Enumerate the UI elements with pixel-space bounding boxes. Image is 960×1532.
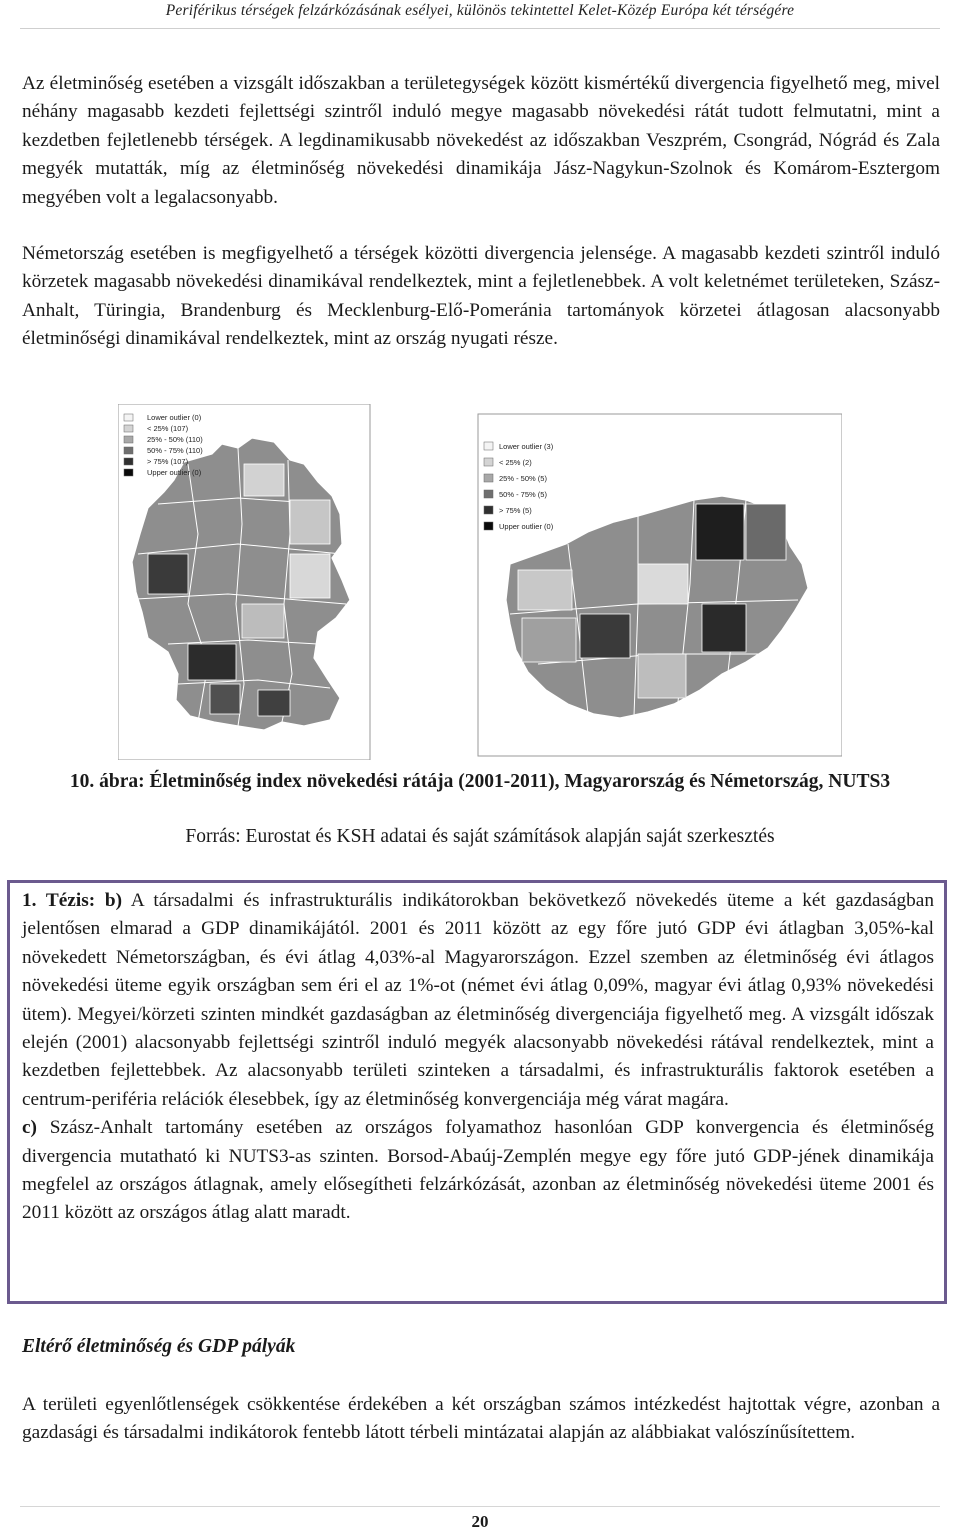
legend-swatch [484,474,493,482]
running-header: Periférikus térségek felzárkózásának esélyei, különös tekintettel Kelet-Közép Európa két térségére [165,2,795,19]
thesis-c-text: Szász-Anhalt tartomány esetében az országos folyamathoz hasonlóan GDP konvergencia és életminőség divergencia mutatható ki NUTS3-as szinten. Borsod-Abaúj-Zemplén megye egy főre jutó GDP-jének dinamikája megfelel az országos átlagnak, amely elősegítheti felzárkózását, azonban az életminőség növekedési üteme 2001 és 2011 között az országos átlag alatt maradt. [22,1117,934,1224]
footer-rule [20,1506,940,1507]
legend-label: 25% - 50% (110) [147,435,203,444]
legend-swatch [124,458,133,465]
legend-label: > 75% (5) [499,506,532,515]
figure-maps [118,404,842,760]
legend-label: > 75% (107) [147,457,189,466]
legend-swatch [484,506,493,514]
legend-label: 50% - 75% (110) [147,446,203,455]
thesis-b-text: A társadalmi és infrastrukturális indikátorokban bekövetkező növekedés üteme a két gazdaságban jelentősen elmarad a GDP dinamikájától. 2001 és 2011 között az egy főre jutó GDP évi átlagban 3,05%-kal növekedett Németországban, és évi átlag 4,03%-al Magyarországon. Ezzel szemben az életminőség évi átlagos növekedési üteme egyik országban sem éri el az 1%-ot (német évi átlag 0,09%, magyar évi átlag 0,93% növekedési ütem). Megyei/körzeti szinten mindkét gazdaságban az életminőség divergenciája figyelhető meg. A vizsgált időszak elején (2001) alacsonyabb fejlettségi szintről induló megyék alacsonyabb növekedési rátával rendelkeztek, mint a kezdetben fejlettebbek. Az alacsonyabb területi szinteken a társadalmi, és infrastrukturális faktorok esetében a centrum-periféria relációk élesebbek, így az életminőség konvergenciája még várat magára. [22,890,935,1110]
legend-label: Upper outlier (0) [147,468,202,477]
legend-label: Upper outlier (0) [499,522,554,531]
legend-label: 25% - 50% (5) [499,474,547,483]
thesis-box [7,880,947,1304]
legend-swatch [484,458,493,466]
page-number: 20 [471,1512,489,1531]
figure-caption-title: 10. ábra: Életminőség index növekedési rátája (2001-2011), Magyarország és Németország, NUTS3 [69,771,891,792]
hungary-map [478,414,842,756]
legend-swatch [124,425,133,432]
legend-swatch [124,447,133,454]
legend-swatch [484,522,493,530]
legend-swatch [124,436,133,443]
paragraph-2: Németország esetében is megfigyelhető a térségek közötti divergencia jelensége. A magasabb kezdeti szintről induló körzetek magasabb növekedési dinamikával rendelkeztek, mint a fejletlenebbek. A volt keletnémet területeken, Szász-Anhalt, Türingia, Brandenburg és Mecklenburg-Elő-Pomeránia tartományok körzetei átlagosan alacsonyabb életminőségi dinamikával rendelkeztek, mint az ország nyugati része. [22,243,940,350]
legend-label: Lower outlier (0) [147,413,202,422]
legend-swatch [484,442,493,450]
legend-label: 50% - 75% (5) [499,490,547,499]
legend-label: Lower outlier (3) [499,442,554,451]
legend-label: < 25% (107) [147,424,189,433]
header-rule [20,28,940,29]
legend-swatch [484,490,493,498]
thesis-c [22,1114,934,1228]
legend-label: < 25% (2) [499,458,532,467]
thesis-c-lead: c) [22,1117,37,1139]
figure-caption-source: Forrás: Eurostat és KSH adatai és saját számítások alapján saját szerkesztés [185,826,775,847]
paragraph-1: Az életminőség esetében a vizsgált időszakban a területegységek között kismértékű divergencia figyelhető meg, mivel néhány magasabb kezdeti fejlettségi szintről induló megye magasabb növekedési rátát tudott felmutatni, mint a kezdetben fejletlenebb térségek. A legdinamikusabb növekedést az időszakban Veszprém, Csongrád, Nógrád és Zala megyék mutatták, míg az életminőség növekedési dinamikája Jász-Nagykun-Szolnok és Komárom-Esztergom megyében volt a legalacsonyabb. [22,73,940,208]
thesis-b-lead: 1. Tézis: b) [22,890,123,911]
thesis-b [22,887,934,1114]
section-heading: Eltérő életminőség és GDP pályák [22,1336,296,1357]
legend-swatch [124,469,133,476]
legend-swatch [124,414,133,421]
maps-svg [118,404,842,760]
paragraph-3: A területi egyenlőtlenségek csökkentése érdekében a két országban számos intézkedést hajtottak végre, azonban a gazdasági és társadalmi indikátorok fentebb látott térbeli mintázatai alapján az alábbiakat valószínűsítettem. [22,1394,940,1444]
germany-map [118,404,370,760]
